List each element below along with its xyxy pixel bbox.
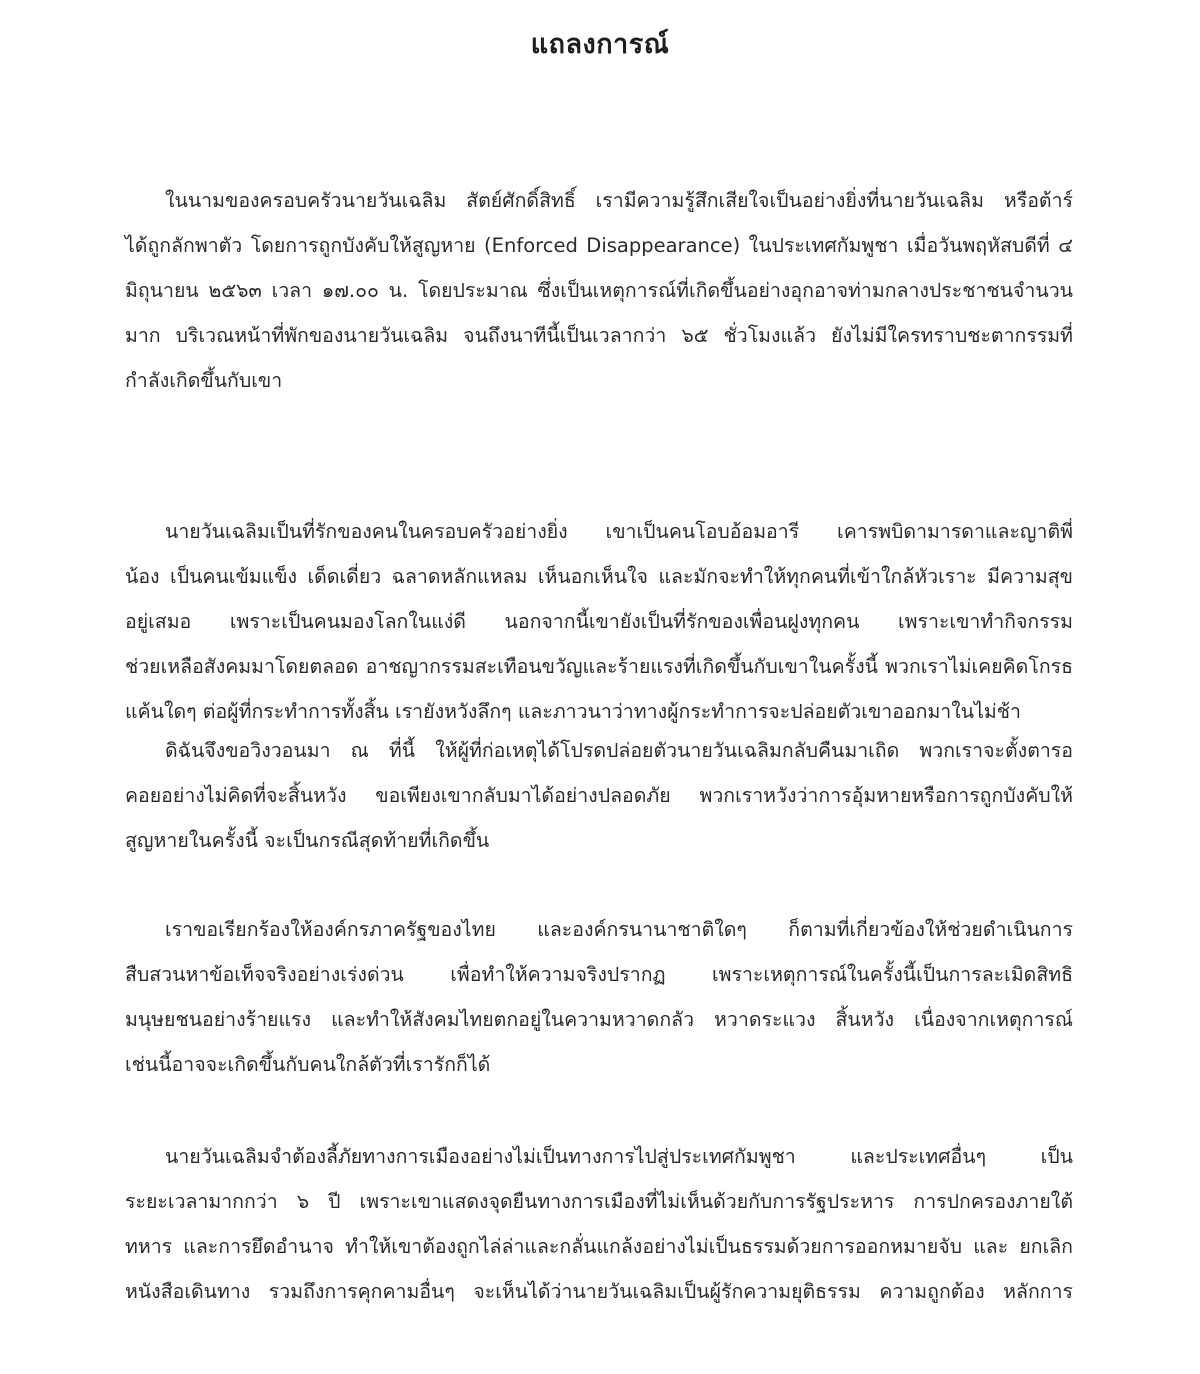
text-line: เราขอเรียกร้องให้องค์กรภาครัฐของไทย และองค์กรนานาชาติใดๆ ก็ตามที่เกี่ยวข้องให้ช่วยดำเนินการ: [165, 918, 1073, 941]
text-line: ได้ถูกลักพาตัว โดยการถูกบังคับให้สูญหาย (Enforced Disappearance) ในประเทศกัมพูชา เมื่อวันพฤหัสบดีที่ ๔: [125, 234, 1073, 257]
text-line: หนังสือเดินทาง รวมถึงการคุกคามอื่นๆ จะเห็นได้ว่านายวันเฉลิมเป็นผู้รักความยุติธรรม ความถูกต้อง หลักการ: [125, 1280, 1073, 1303]
paragraph-call-to-action: [125, 907, 1073, 1087]
text-line: น้อง เป็นคนเข้มแข็ง เด็ดเดี่ยว ฉลาดหลักแหลม เห็นอกเห็นใจ และมักจะทำให้ทุกคนที่เข้าใกล้หัวเราะ มีความสุข: [125, 565, 1073, 588]
text-line: ในนามของครอบครัวนายวันเฉลิม สัตย์ศักดิ์สิทธิ์ เรามีความรู้สึกเสียใจเป็นอย่างยิ่งที่นายวันเฉลิม หรือต้าร์: [165, 189, 1073, 212]
paragraph-family-statement: [125, 178, 1073, 403]
text-line: อยู่เสมอ เพราะเป็นคนมองโลกในแง่ดี นอกจากนี้เขายังเป็นที่รักของเพื่อนฝูงทุกคน เพราะเขาทำกิจกรรม: [125, 610, 1073, 633]
text-line: นายวันเฉลิมเป็นที่รักของคนในครอบครัวอย่างยิ่ง เขาเป็นคนโอบอ้อมอารี เคารพบิดามารดาและญาติพี่: [165, 520, 1073, 543]
text-line: ทหาร และการยึดอำนาจ ทำให้เขาต้องถูกไล่ล่าและกลั่นแกล้งอย่างไม่เป็นธรรมด้วยการออกหมายจับ และ ยกเลิก: [125, 1235, 1073, 1258]
text-line: สูญหายในครั้งนี้ จะเป็นกรณีสุดท้ายที่เกิดขึ้น: [125, 829, 490, 852]
paragraph-character-description: [125, 509, 1073, 734]
text-line: นายวันเฉลิมจำต้องลี้ภัยทางการเมืองอย่างไม่เป็นทางการไปสู่ประเทศกัมพูชา และประเทศอื่นๆ เป็น: [165, 1145, 1073, 1168]
text-line: เช่นนี้อาจจะเกิดขึ้นกับคนใกล้ตัวที่เรารักก็ได้: [125, 1053, 491, 1076]
text-line: มาก บริเวณหน้าที่พักของนายวันเฉลิม จนถึงนาทีนี้เป็นเวลากว่า ๖๕ ชั่วโมงแล้ว ยังไม่มีใครทราบชะตากรรมที่: [125, 324, 1073, 347]
text-line: สืบสวนหาข้อเท็จจริงอย่างเร่งด่วน เพื่อทำให้ความจริงปรากฏ เพราะเหตุการณ์ในครั้งนี้เป็นการละเมิดสิทธิ: [125, 963, 1073, 986]
paragraph-political-background: [125, 1134, 1073, 1314]
text-line: ดิฉันจึงขอวิงวอนมา ณ ที่นี้ ให้ผู้ที่ก่อเหตุได้โปรดปล่อยตัวนายวันเฉลิมกลับคืนมาเถิด พวกเราจะตั้งตารอ: [165, 739, 1073, 762]
text-line: มนุษยชนอย่างร้ายแรง และทำให้สังคมไทยตกอยู่ในความหวาดกลัว หวาดระแวง สิ้นหวัง เนื่องจากเหตุการณ์: [125, 1008, 1073, 1031]
text-line: กำลังเกิดขึ้นกับเขา: [125, 369, 283, 392]
page-title: แถลงการณ์: [530, 29, 670, 60]
text-line: มิถุนายน ๒๕๖๓ เวลา ๑๗.๐๐ น. โดยประมาณ ซึ่งเป็นเหตุการณ์ที่เกิดขึ้นอย่างอุกอาจท่ามกลางประชาชนจำนวน: [125, 279, 1073, 302]
text-line: คอยอย่างไม่คิดที่จะสิ้นหวัง ขอเพียงเขากลับมาได้อย่างปลอดภัย พวกเราหวังว่าการอุ้มหายหรือการถูกบังคับให้: [125, 784, 1073, 807]
text-line: แค้นใดๆ ต่อผู้ที่กระทำการทั้งสิ้น เรายังหวังลึกๆ และภาวนาว่าทางผู้กระทำการจะปล่อยตัวเขาออกมาในไม่ช้า: [125, 700, 1021, 723]
text-line: ระยะเวลามากกว่า ๖ ปี เพราะเขาแสดงจุดยืนทางการเมืองที่ไม่เห็นด้วยกับการรัฐประหาร การปกครองภายใต้: [125, 1190, 1073, 1213]
paragraph-plea: [125, 728, 1073, 863]
text-line: ช่วยเหลือสังคมมาโดยตลอด อาชญากรรมสะเทือนขวัญและร้ายแรงที่เกิดขึ้นกับเขาในครั้งนี้ พวกเราไม่เคยคิดโกรธ: [125, 655, 1073, 678]
